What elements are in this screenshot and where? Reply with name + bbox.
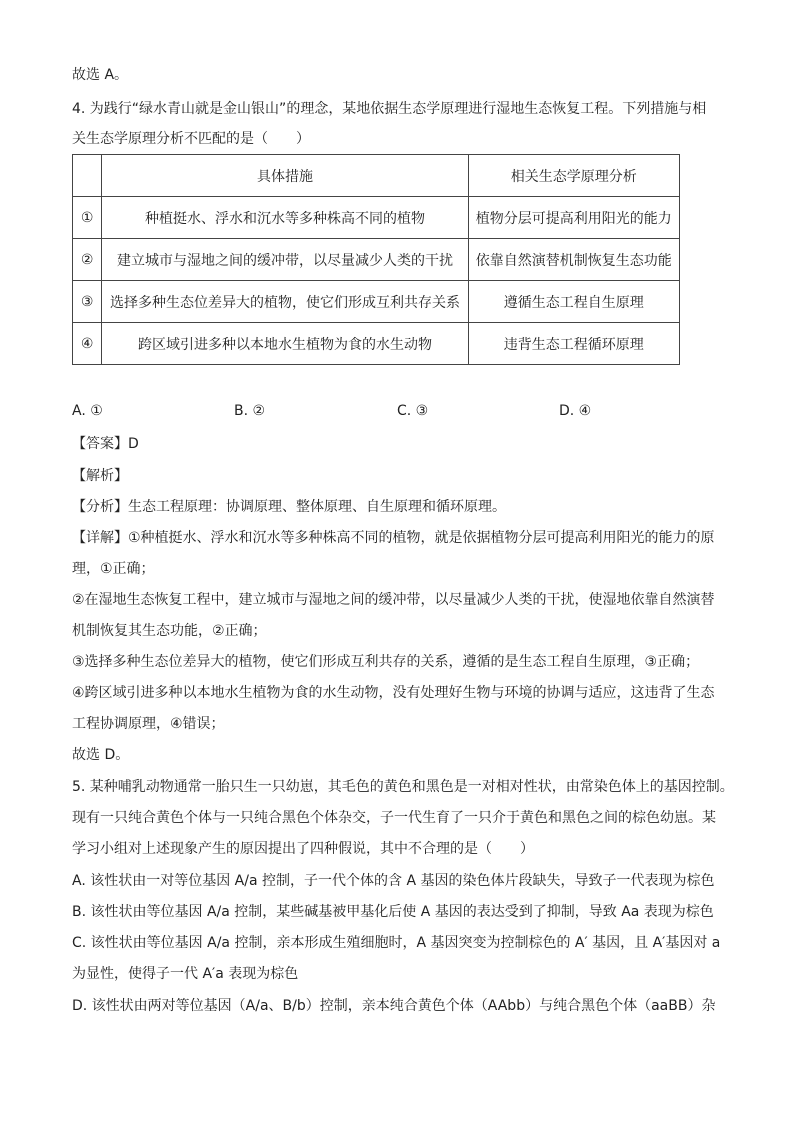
table-cell: 依靠自然演替机制恢复生态功能	[468, 239, 679, 281]
question-4-stem-line-2: 关生态学原理分析不匹配的是（ ）	[72, 131, 310, 147]
detail-line: 机制恢复其生态功能，②正确；	[72, 623, 267, 639]
option-b: B. ②	[234, 403, 266, 419]
detail-line: ③选择多种生态位差异大的植物，使它们形成互利共存的关系，遵循的是生态工程自生原理，③正确；	[72, 654, 700, 670]
table-row	[73, 323, 680, 365]
table-header-cell: 相关生态学原理分析	[468, 155, 679, 197]
table-row	[73, 281, 680, 323]
table-cell: ④	[73, 323, 102, 365]
table-header-cell	[73, 155, 102, 197]
explanation-heading: 【解析】	[72, 468, 128, 484]
question-5-option-b: B. 该性状由等位基因 A/a 控制，某些碱基被甲基化后使 A 基因的表达受到了抑制，导致 Aa 表现为棕色	[72, 904, 714, 920]
table-cell: 建立城市与湿地之间的缓冲带，以尽量减少人类的干扰	[102, 239, 468, 281]
table-cell: ③	[73, 281, 102, 323]
table-cell: 种植挺水、浮水和沉水等多种株高不同的植物	[102, 197, 468, 239]
table-cell: 违背生态工程循环原理	[468, 323, 679, 365]
option-a: A. ①	[72, 403, 103, 419]
option-c: C. ③	[397, 403, 429, 419]
table-cell: 遵循生态工程自生原理	[468, 281, 679, 323]
table-row	[73, 239, 680, 281]
detail-line: 【详解】①种植挺水、浮水和沉水等多种株高不同的植物，就是依据植物分层可提高利用阳光的能力的原	[72, 530, 715, 546]
measures-table	[72, 154, 680, 365]
answer-line: 【答案】D	[72, 436, 139, 452]
table-cell: 植物分层可提高利用阳光的能力	[468, 197, 679, 239]
question-5-stem-line-2: 现有一只纯合黄色个体与一只纯合黑色个体杂交，子一代生育了一只介于黄色和黑色之间的棕色幼崽。某	[72, 810, 716, 826]
table-row	[73, 197, 680, 239]
detail-line: ②在湿地生态恢复工程中，建立城市与湿地之间的缓冲带，以尽量减少人类的干扰，使湿地依靠自然演替	[72, 592, 715, 608]
question-5-stem-line-3: 学习小组对上述现象产生的原因提出了四种假说，其中不合理的是（ ）	[72, 841, 534, 857]
detail-line: 理，①正确；	[72, 561, 155, 577]
detail-line: ④跨区域引进多种以本地水生植物为食的水生动物，没有处理好生物与环境的协调与适应，这违背了生态	[72, 685, 715, 701]
question-5-option-c-cont: 为显性，使得子一代 A′a 表现为棕色	[72, 966, 299, 982]
table-cell: 跨区域引进多种以本地水生植物为食的水生动物	[102, 323, 468, 365]
previous-answer-choice: 故选 A。	[72, 67, 129, 83]
question-5-stem-line-1: 5. 某种哺乳动物通常一胎只生一只幼崽，其毛色的黄色和黑色是一对相对性状，由常染色体上的基因控制。	[72, 779, 734, 795]
table-header-cell: 具体措施	[102, 155, 468, 197]
question-5-option-a: A. 该性状由一对等位基因 A/a 控制，子一代个体的含 A 基因的染色体片段缺失，导致子一代表现为棕色	[72, 873, 715, 889]
analysis-line: 【分析】生态工程原理：协调原理、整体原理、自生原理和循环原理。	[72, 499, 506, 515]
final-choice-line: 故选 D。	[72, 747, 130, 763]
table-cell: 选择多种生态位差异大的植物，使它们形成互利共存关系	[102, 281, 468, 323]
detail-line: 工程协调原理，④错误；	[72, 716, 225, 732]
table-cell: ①	[73, 197, 102, 239]
option-d: D. ④	[559, 403, 592, 419]
question-4-stem-line-1: 4. 为践行“绿水青山就是金山银山”的理念，某地依据生态学原理进行湿地生态恢复工程。下列措施与相	[72, 101, 707, 117]
question-5-option-d: D. 该性状由两对等位基因（A/a、B/b）控制，亲本纯合黄色个体（AAbb）与纯合黑色个体（aaBB）杂	[72, 998, 716, 1014]
question-5-option-c: C. 该性状由等位基因 A/a 控制，亲本形成生殖细胞时，A 基因突变为控制棕色的 A′ 基因，且 A′基因对 a	[72, 935, 721, 951]
table-cell: ②	[73, 239, 102, 281]
table-header-row	[73, 155, 680, 197]
